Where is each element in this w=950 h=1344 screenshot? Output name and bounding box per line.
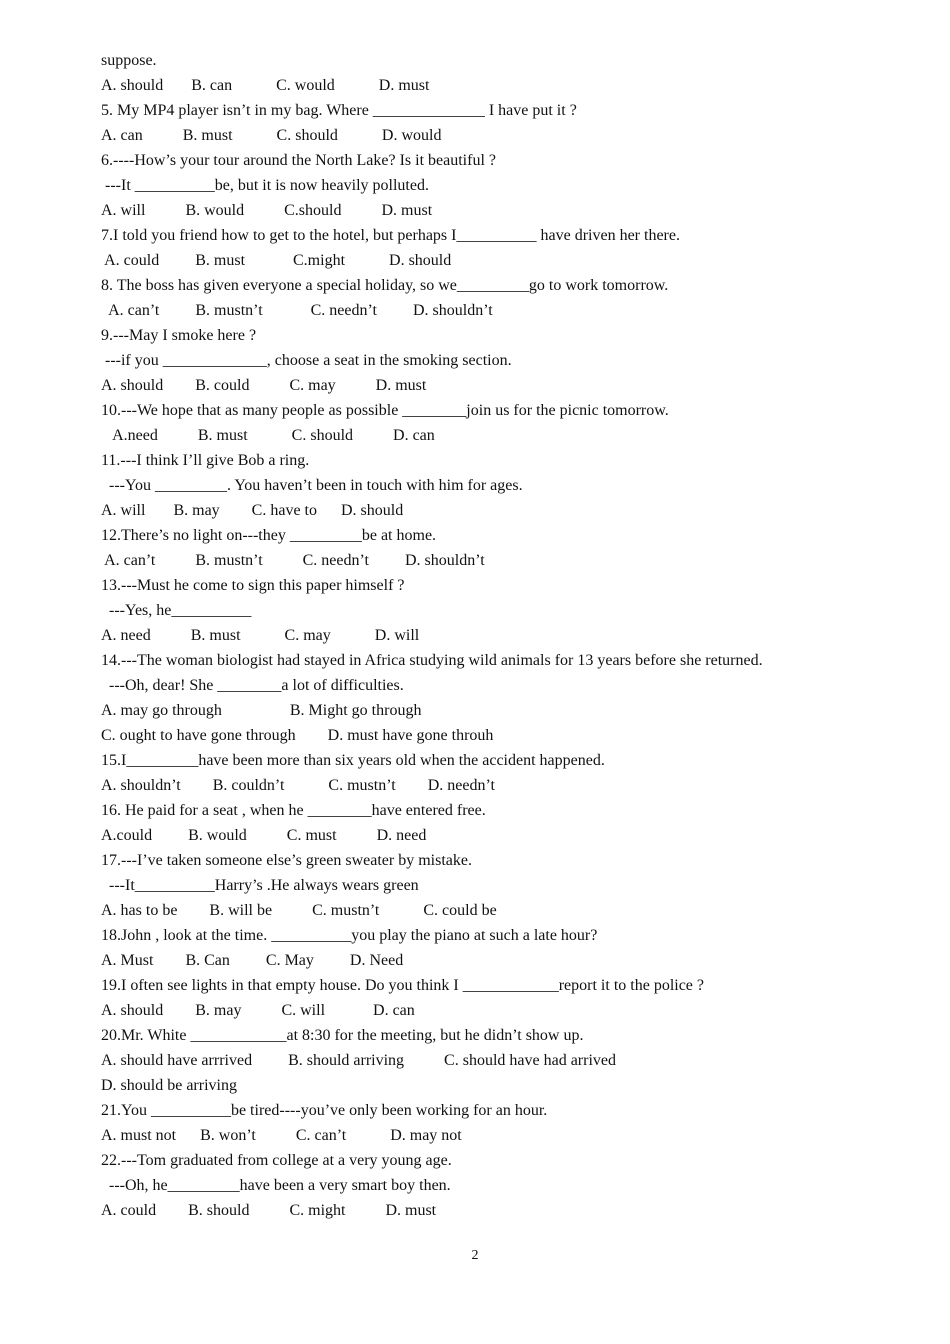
page-number: 2 bbox=[471, 1248, 479, 1263]
question-5: 5. My MP4 player isn’t in my bag. Where ______________ I have put it ? bbox=[101, 102, 577, 119]
answer-options: A.need B. must C. should D. can bbox=[101, 427, 435, 444]
answer-options: A. can B. must C. should D. would bbox=[101, 127, 442, 144]
answer-options: A.could B. would C. must D. need bbox=[101, 827, 427, 844]
answer-options: A. must not B. won’t C. can’t D. may not bbox=[101, 1127, 462, 1144]
answer-options: A. should B. could C. may D. must bbox=[101, 377, 427, 394]
question-6: 6.----How’s your tour around the North Lake? Is it beautiful ? bbox=[101, 152, 496, 169]
question-20: 20.Mr. White ____________at 8:30 for the meeting, but he didn’t show up. bbox=[101, 1027, 584, 1044]
dialogue-line: ---Oh, dear! She ________a lot of difficulties. bbox=[101, 677, 404, 694]
answer-options: A. should B. may C. will D. can bbox=[101, 1002, 415, 1019]
dialogue-line: ---It __________be, but it is now heavily polluted. bbox=[101, 177, 429, 194]
question-21: 21.You __________be tired----you’ve only been working for an hour. bbox=[101, 1102, 548, 1119]
answer-options: A. can’t B. mustn’t C. needn’t D. shouldn’t bbox=[101, 552, 485, 569]
dialogue-line: ---Yes, he__________ bbox=[101, 602, 252, 619]
answer-options: A. may go through B. Might go through bbox=[101, 702, 422, 719]
question-12: 12.There’s no light on---they _________be at home. bbox=[101, 527, 437, 544]
answer-options: A. should B. can C. would D. must bbox=[101, 77, 430, 94]
answer-options: A. should have arrrived B. should arriving C. should have had arrived bbox=[101, 1052, 617, 1069]
question-14: 14.---The woman biologist had stayed in Africa studying wild animals for 13 years before she returned. bbox=[101, 652, 763, 669]
answer-options: A. will B. may C. have to D. should bbox=[101, 502, 404, 519]
dialogue-line: ---if you _____________, choose a seat in the smoking section. bbox=[101, 352, 512, 369]
question-15: 15.I_________have been more than six years old when the accident happened. bbox=[101, 752, 605, 769]
answer-options: A. Must B. Can C. May D. Need bbox=[101, 952, 404, 969]
question-22: 22.---Tom graduated from college at a very young age. bbox=[101, 1152, 452, 1169]
question-17: 17.---I’ve taken someone else’s green sweater by mistake. bbox=[101, 852, 472, 869]
question-7: 7.I told you friend how to get to the hotel, but perhaps I__________ have driven her there. bbox=[101, 227, 680, 244]
question-11: 11.---I think I’ll give Bob a ring. bbox=[101, 452, 310, 469]
dialogue-line: ---Oh, he_________have been a very smart boy then. bbox=[101, 1177, 451, 1194]
dialogue-line: ---You _________. You haven’t been in touch with him for ages. bbox=[101, 477, 523, 494]
question-19: 19.I often see lights in that empty house. Do you think I ____________report it to the police ? bbox=[101, 977, 705, 994]
answer-options: A. can’t B. mustn’t C. needn’t D. shouldn’t bbox=[101, 302, 493, 319]
question-18: 18.John , look at the time. __________you play the piano at such a late hour? bbox=[101, 927, 598, 944]
answer-options: A. need B. must C. may D. will bbox=[101, 627, 420, 644]
answer-options: D. should be arriving bbox=[101, 1077, 237, 1094]
question-13: 13.---Must he come to sign this paper himself ? bbox=[101, 577, 405, 594]
question-9: 9.---May I smoke here ? bbox=[101, 327, 257, 344]
question-16: 16. He paid for a seat , when he ________have entered free. bbox=[101, 802, 486, 819]
text-line: suppose. bbox=[101, 52, 157, 69]
answer-options: C. ought to have gone through D. must have gone throuh bbox=[101, 727, 494, 744]
answer-options: A. could B. must C.might D. should bbox=[101, 252, 452, 269]
question-10: 10.---We hope that as many people as possible ________join us for the picnic tomorrow. bbox=[101, 402, 669, 419]
question-8: 8. The boss has given everyone a special holiday, so we_________go to work tomorrow. bbox=[101, 277, 669, 294]
answer-options: A. will B. would C.should D. must bbox=[101, 202, 433, 219]
answer-options: A. has to be B. will be C. mustn’t C. could be bbox=[101, 902, 497, 919]
dialogue-line: ---It__________Harry’s .He always wears green bbox=[101, 877, 419, 894]
answer-options: A. shouldn’t B. couldn’t C. mustn’t D. needn’t bbox=[101, 777, 495, 794]
answer-options: A. could B. should C. might D. must bbox=[101, 1202, 437, 1219]
